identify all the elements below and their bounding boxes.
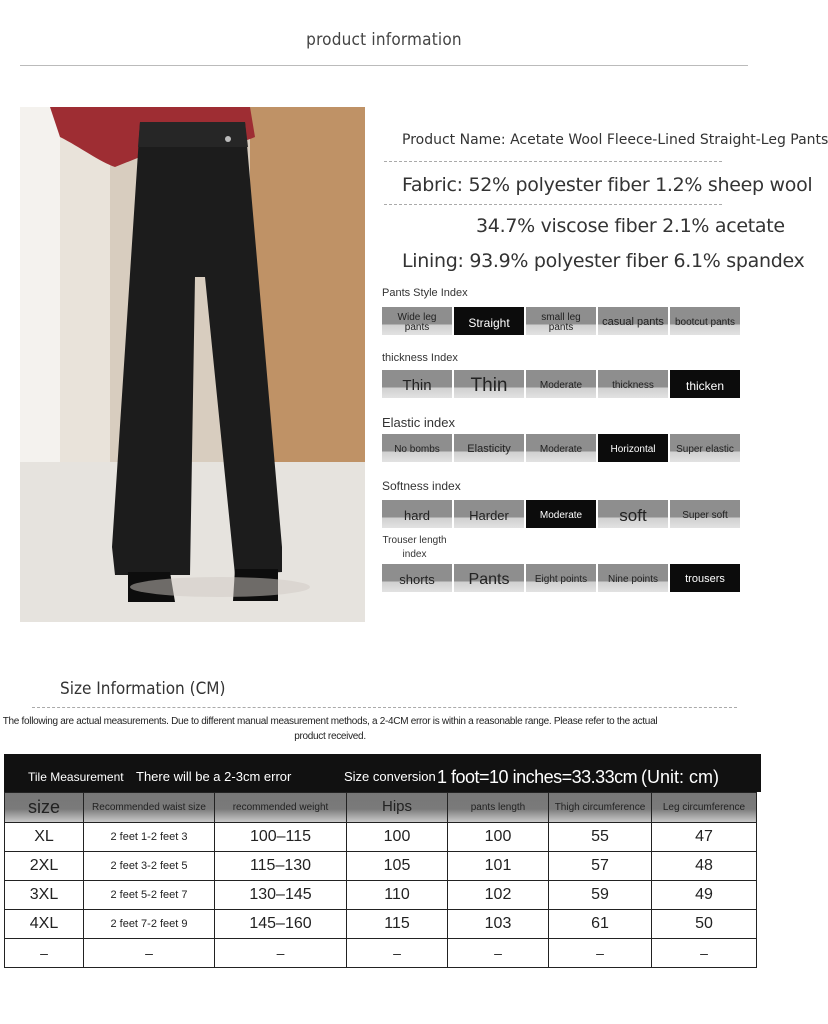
table-cell: 50 (651, 909, 757, 939)
size-table-header (4, 754, 761, 792)
elastic-index (382, 434, 742, 462)
column-header: Thigh circumference (548, 792, 652, 823)
table-cell: 49 (651, 880, 757, 910)
index-option: Nine points (598, 564, 668, 592)
fabric-line-2: 34.7% viscose fiber 2.1% acetate (476, 215, 785, 237)
index-option: Thin (454, 370, 524, 398)
table-cell: – (83, 938, 215, 968)
column-header: size (4, 792, 84, 823)
index-option-selected: Moderate (526, 500, 596, 528)
index-option: Moderate (526, 434, 596, 462)
table-cell: 2 feet 7-2 feet 9 (83, 909, 215, 939)
index-option: hard (382, 500, 452, 528)
table-cell: 115 (346, 909, 448, 939)
table-cell: – (4, 938, 84, 968)
index-label-thickness: thickness Index (382, 352, 458, 364)
index-option-selected: thicken (670, 370, 740, 398)
index-option: Eight points (526, 564, 596, 592)
size-table-grid (4, 792, 761, 967)
title-divider (20, 65, 748, 66)
index-option-selected: Straight (454, 307, 524, 335)
index-option: shorts (382, 564, 452, 592)
table-cell: 100 (447, 822, 549, 852)
table-row (4, 822, 761, 851)
index-option: Elasticity (454, 434, 524, 462)
table-cell: 61 (548, 909, 652, 939)
table-cell: 2 feet 3-2 feet 5 (83, 851, 215, 881)
table-cell: 100 (346, 822, 448, 852)
index-option: small leg pants (526, 307, 596, 335)
divider (384, 204, 722, 205)
pants-illustration (20, 107, 365, 622)
index-label-style: Pants Style Index (382, 287, 468, 299)
index-option: No bombs (382, 434, 452, 462)
table-cell: – (651, 938, 757, 968)
table-cell: 105 (346, 851, 448, 881)
column-header: pants length (447, 792, 549, 823)
index-option: Harder (454, 500, 524, 528)
table-cell: 48 (651, 851, 757, 881)
table-row (4, 909, 761, 938)
index-label-elastic: Elastic index (382, 415, 455, 430)
table-row (4, 938, 761, 967)
index-option: Super elastic (670, 434, 740, 462)
index-label-softness: Softness index (382, 479, 461, 493)
lining-line: Lining: 93.9% polyester fiber 6.1% spandex (402, 250, 805, 272)
table-cell: – (214, 938, 347, 968)
index-option-selected: Horizontal (598, 434, 668, 462)
table-cell: 2XL (4, 851, 84, 881)
pants-style-index (382, 307, 742, 335)
table-row (4, 880, 761, 909)
table-cell: XL (4, 822, 84, 852)
table-cell: 103 (447, 909, 549, 939)
table-cell: 47 (651, 822, 757, 852)
index-option-selected: trousers (670, 564, 740, 592)
table-cell: 110 (346, 880, 448, 910)
table-cell: 2 feet 5-2 feet 7 (83, 880, 215, 910)
index-option: Pants (454, 564, 524, 592)
table-row (4, 851, 761, 880)
table-cell: – (447, 938, 549, 968)
index-option: bootcut pants (670, 307, 740, 335)
table-cell: 3XL (4, 880, 84, 910)
size-conversion-label: Size conversion (344, 769, 436, 784)
product-name: Product Name: Acetate Wool Fleece-Lined Straight-Leg Pants (402, 132, 828, 148)
error-note: There will be a 2-3cm error (136, 769, 292, 784)
table-cell: 57 (548, 851, 652, 881)
softness-index (382, 500, 742, 528)
table-cell: 59 (548, 880, 652, 910)
table-cell: 4XL (4, 909, 84, 939)
table-cell: 100–115 (214, 822, 347, 852)
table-cell: 55 (548, 822, 652, 852)
column-header: Leg circumference (651, 792, 757, 823)
tile-measurement-label: Tile Measurement (28, 770, 124, 784)
table-header-row (4, 792, 761, 822)
table-cell: 130–145 (214, 880, 347, 910)
column-header: Hips (346, 792, 448, 823)
table-cell: – (346, 938, 448, 968)
table-cell: 102 (447, 880, 549, 910)
foot-conversion: 1 foot=10 inches=33.33cm (437, 767, 638, 787)
index-option: Super soft (670, 500, 740, 528)
index-option: Thin (382, 370, 452, 398)
table-cell: 2 feet 1-2 feet 3 (83, 822, 215, 852)
table-cell: – (548, 938, 652, 968)
divider (32, 707, 737, 708)
size-table (4, 754, 761, 964)
index-option: thickness (598, 370, 668, 398)
size-info-title: Size Information (CM) (60, 679, 226, 699)
product-photo (20, 107, 365, 622)
fabric-line-1: Fabric: 52% polyester fiber 1.2% sheep wool (402, 174, 813, 196)
divider (384, 161, 722, 162)
thickness-index (382, 370, 742, 398)
unit-label: (Unit: cm) (641, 767, 719, 787)
page-title: product information (306, 30, 462, 50)
index-option: casual pants (598, 307, 668, 335)
table-cell: 115–130 (214, 851, 347, 881)
index-option: soft (598, 500, 668, 528)
index-option: Moderate (526, 370, 596, 398)
measurement-note: The following are actual measurements. Due to different manual measurement methods, a 2-4CM error is within a reasonable range. Please refer to the actual product received. (2, 716, 658, 742)
index-option: Wide leg pants (382, 307, 452, 335)
trouser-length-index (382, 564, 742, 592)
column-header: Recommended waist size (83, 792, 215, 823)
column-header: recommended weight (214, 792, 347, 823)
index-label-length: Trouser length index (382, 535, 447, 560)
table-cell: 101 (447, 851, 549, 881)
table-cell: 145–160 (214, 909, 347, 939)
